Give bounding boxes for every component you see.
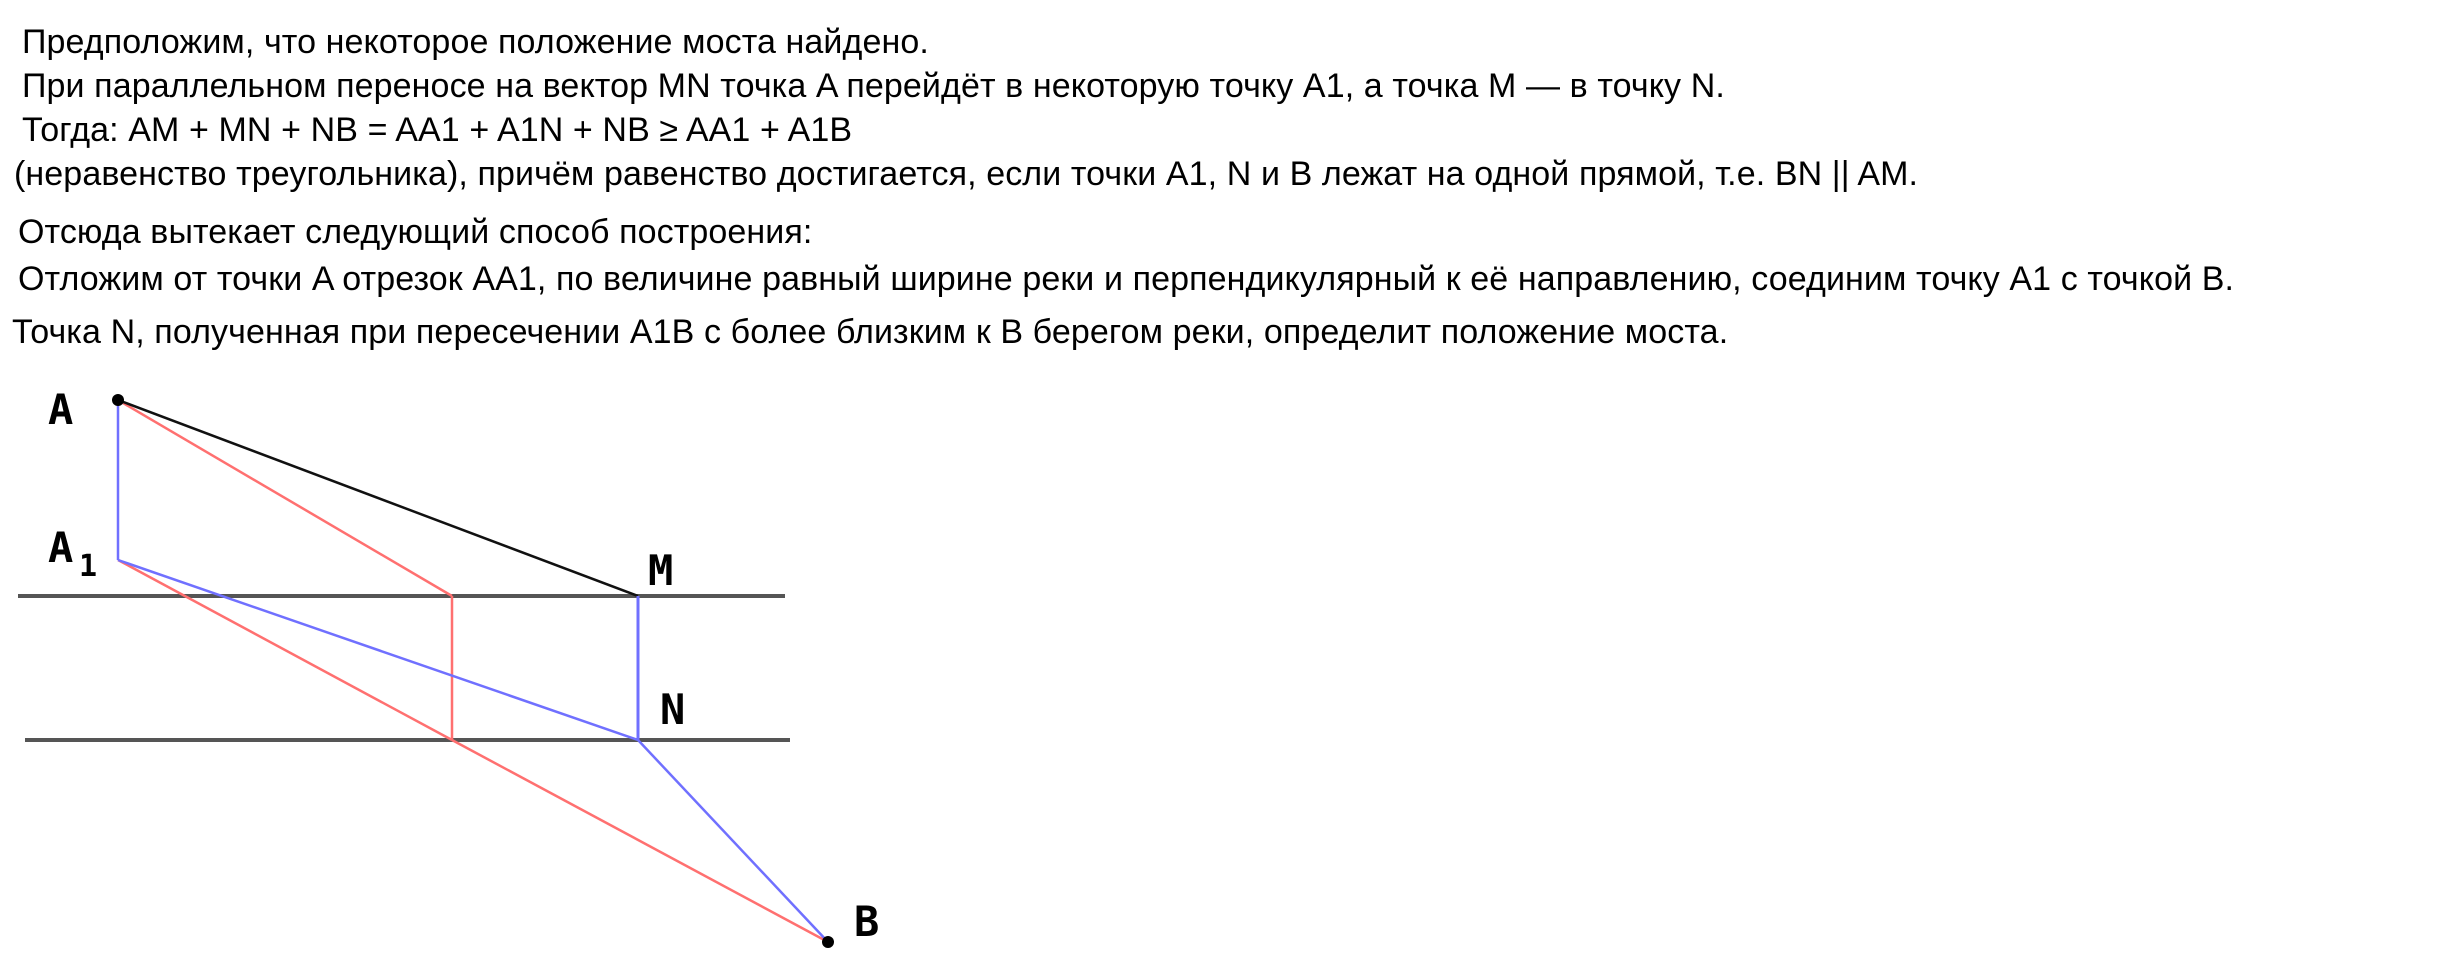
label-n: N	[660, 685, 686, 734]
label-m: M	[648, 546, 674, 595]
red-line-a-upper	[118, 400, 452, 596]
point-b	[822, 936, 834, 948]
point-a	[112, 394, 124, 406]
label-a: A	[48, 385, 74, 434]
text-line-2: При параллельном переносе на вектор MN точка A перейдёт в некоторую точку A1, а точка M — в точку N.	[22, 67, 1725, 105]
red-line-a1-lower	[118, 560, 452, 740]
segment-am	[118, 400, 638, 596]
label-a1: A	[48, 523, 74, 572]
segment-nb	[638, 740, 828, 942]
text-line-6: Отложим от точки A отрезок AA1, по величине равный ширине реки и перпендикулярный к её направлению, соединим точку A1 с точкой B.	[18, 260, 2235, 298]
text-line-3: Тогда: AM + MN + NB = AA1 + A1N + NB ≥ AA1 + A1B	[22, 111, 853, 149]
segment-a1n	[118, 560, 638, 740]
label-a1-subscript: 1	[79, 549, 98, 584]
label-b: B	[854, 897, 880, 946]
text-line-1: Предположим, что некоторое положение моста найдено.	[22, 23, 929, 61]
text-line-5: Отсюда вытекает следующий способ построения:	[18, 213, 813, 251]
text-line-4: (неравенство треугольника), причём равенство достигается, если точки A1, N и B лежат на одной прямой, т.е. BN || AM.	[14, 155, 1919, 193]
red-line-lower-b	[452, 740, 828, 942]
text-line-7: Точка N, полученная при пересечении A1B с более близким к B берегом реки, определит положение моста.	[12, 313, 1729, 351]
